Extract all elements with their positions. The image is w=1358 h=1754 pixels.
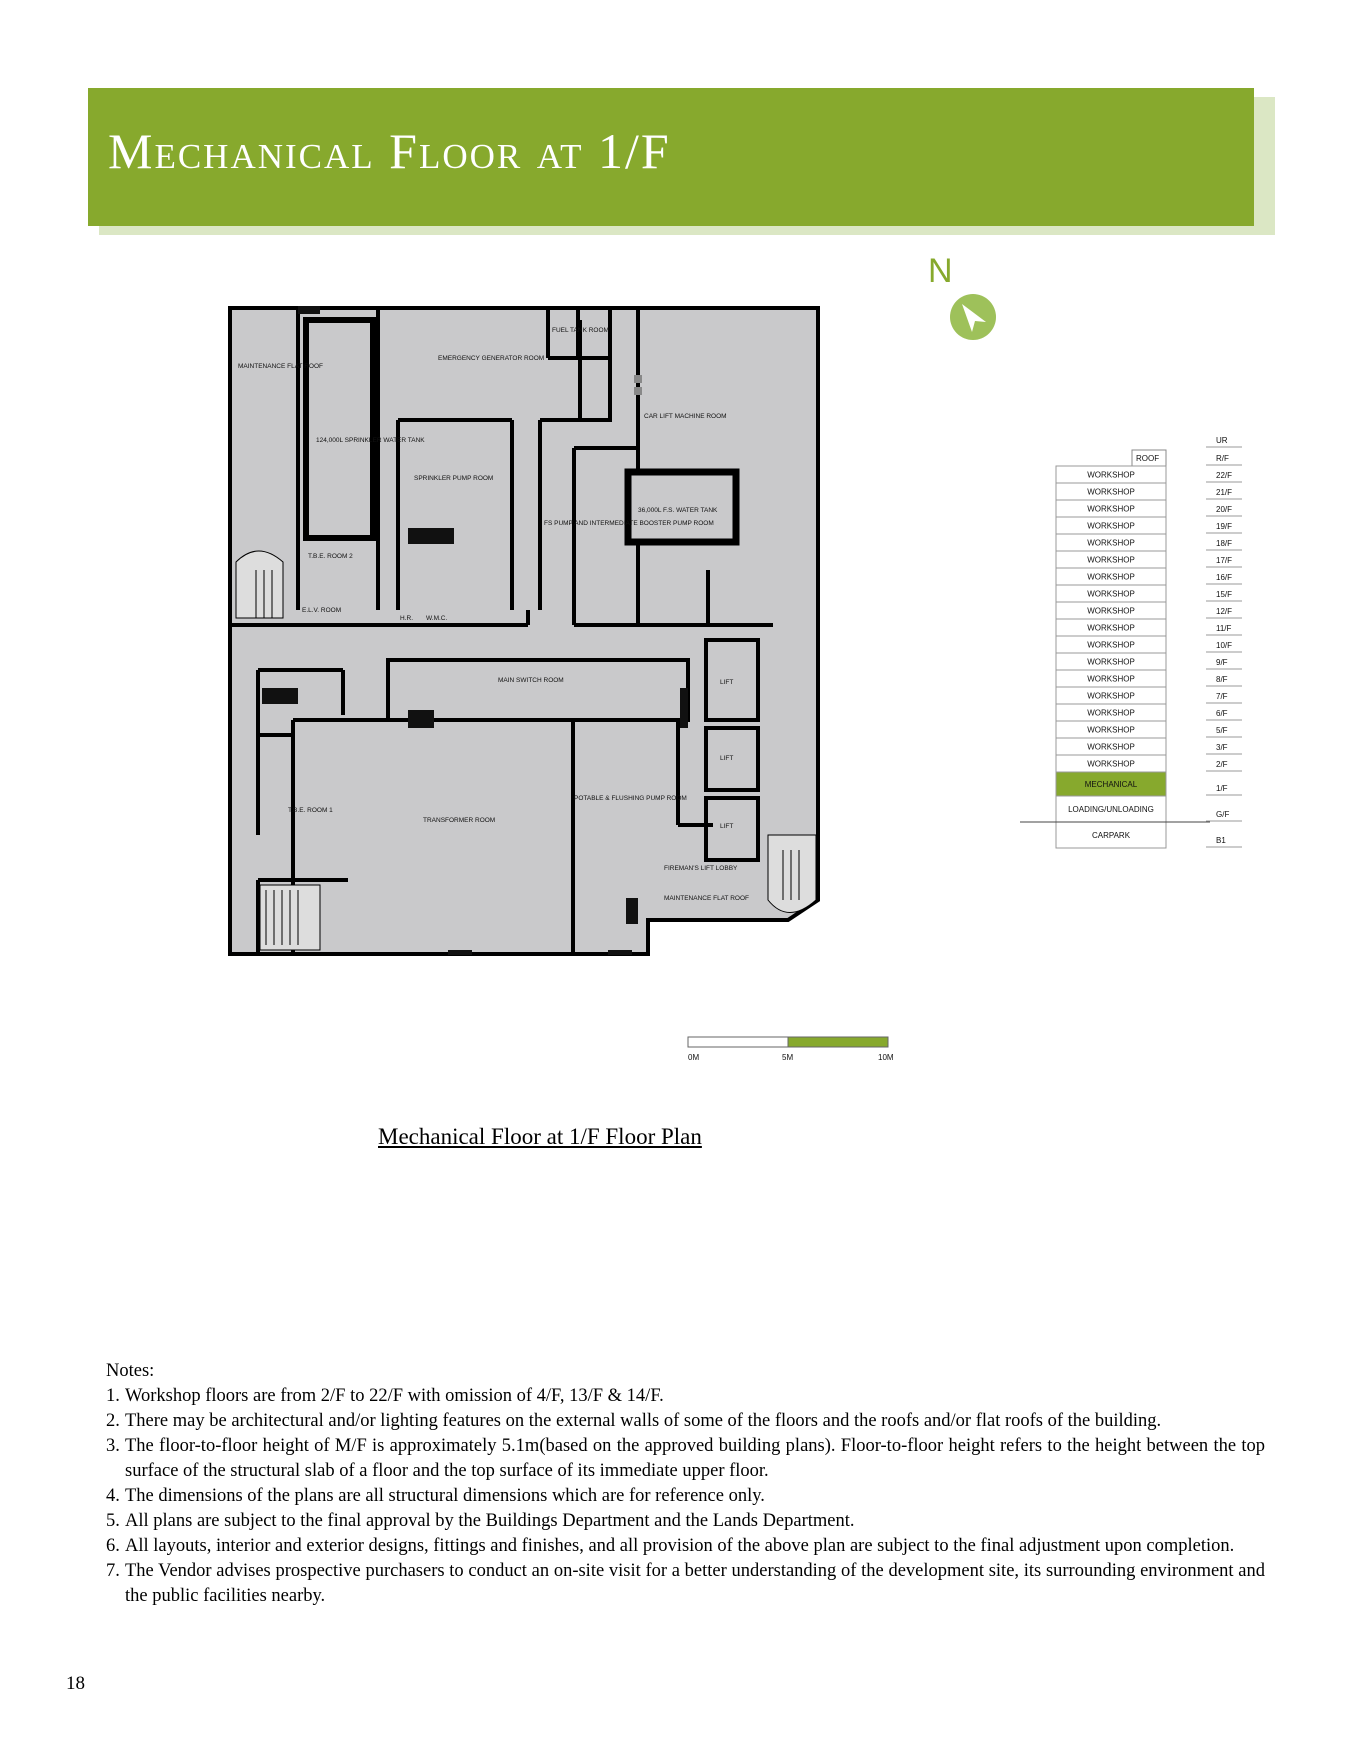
room-transformer: TRANSFORMER ROOM — [423, 817, 496, 824]
stack-level-label: 3/F — [1216, 743, 1228, 752]
note-text: The floor-to-floor height of M/F is approximately 5.1m(based on the approved building plans). Floor-to-floor height refers to the height between the top surface of the structural slab of a floor and the top surface of its immediate upper floor. — [125, 1436, 1265, 1481]
room-sprinkler-pump: SPRINKLER PUMP ROOM — [414, 475, 494, 482]
note-number: 5. — [106, 1511, 120, 1531]
note-number: 4. — [106, 1486, 120, 1506]
stack-level-label: B1 — [1216, 836, 1226, 845]
room-elv: E.L.V. ROOM — [302, 607, 342, 614]
room-emergency-generator: EMERGENCY GENERATOR ROOM — [438, 355, 545, 362]
notes-section — [106, 1359, 1265, 1609]
scale-fill — [788, 1037, 888, 1047]
stack-level-label: 18/F — [1216, 539, 1233, 548]
note-number: 7. — [106, 1561, 120, 1581]
scale-bar — [686, 1036, 906, 1066]
note-text: The dimensions of the plans are all structural dimensions which are for reference only. — [125, 1486, 765, 1506]
plan-caption: Mechanical Floor at 1/F Floor Plan — [378, 1124, 702, 1149]
stack-level-label: 5/F — [1216, 726, 1228, 735]
room-fuel-tank: FUEL TANK ROOM — [552, 327, 609, 334]
stack-level-label: 15/F — [1216, 590, 1233, 599]
note-item — [106, 1409, 1265, 1434]
note-text: All plans are subject to the final approval by the Buildings Department and the Lands Department. — [125, 1511, 855, 1531]
stack-row-label: CARPARK — [1091, 831, 1131, 840]
room-tbe-2: T.B.E. ROOM 2 — [308, 553, 353, 560]
stack-row-label: WORKSHOP — [1087, 640, 1135, 650]
stack-row-label: WORKSHOP — [1087, 606, 1135, 616]
note-text: The Vendor advises prospective purchasers to conduct an on-site visit for a better understanding of the development site, its surrounding environment and the public facilities nearby. — [125, 1561, 1265, 1606]
page-title: Mechanical Floor at 1/F — [108, 123, 671, 179]
room-main-switch: MAIN SWITCH ROOM — [498, 677, 564, 684]
note-item — [106, 1534, 1265, 1559]
stack-roof-label: ROOF — [1136, 454, 1160, 463]
note-number: 2. — [106, 1411, 120, 1431]
stack-level-label: 1/F — [1216, 784, 1228, 793]
stack-level-label: 21/F — [1216, 488, 1233, 497]
page-number: 18 — [66, 1673, 85, 1694]
stack-level-label: 17/F — [1216, 556, 1233, 565]
north-label: N — [928, 252, 953, 290]
room-fs-water-tank: 36,000L F.S. WATER TANK — [638, 507, 718, 514]
stack-row-label: WORKSHOP — [1087, 623, 1135, 633]
stacking-plan — [1020, 430, 1280, 870]
room-maintenance-flat-roof-1: MAINTENANCE FLAT ROOF — [238, 363, 323, 370]
stack-level-label: 10/F — [1216, 641, 1233, 650]
notes-title: Notes: — [106, 1361, 155, 1381]
room-hr: H.R. — [400, 615, 413, 622]
note-item — [106, 1434, 1265, 1484]
room-firemans-lobby: FIREMAN'S LIFT LOBBY — [664, 865, 738, 872]
note-text: All layouts, interior and exterior designs, fittings and finishes, and all provision of the above plan are subject to the final adjustment upon completion. — [125, 1536, 1235, 1556]
stack-row-label: WORKSHOP — [1087, 470, 1135, 480]
stack-level-label: 8/F — [1216, 675, 1228, 684]
stack-level-label: 20/F — [1216, 505, 1233, 514]
floor-plan — [228, 300, 828, 960]
stack-level-label: 7/F — [1216, 692, 1228, 701]
stack-row-label: WORKSHOP — [1087, 572, 1135, 582]
scale-label-10: 10M — [878, 1053, 894, 1062]
stack-level-label: 22/F — [1216, 471, 1233, 480]
room-fs-pump: FS PUMP AND INTERMEDIATE BOOSTER PUMP ROOM — [544, 520, 714, 527]
room-lift-l3: LIFT — [720, 679, 734, 686]
scale-label-0: 0M — [688, 1053, 700, 1062]
stack-row-label: WORKSHOP — [1087, 657, 1135, 667]
north-arrow-icon — [948, 292, 998, 342]
stack-row-label: WORKSHOP — [1087, 555, 1135, 565]
note-text: Workshop floors are from 2/F to 22/F with omission of 4/F, 13/F & 14/F. — [125, 1386, 664, 1406]
stack-row-label: WORKSHOP — [1087, 538, 1135, 548]
room-lift-l2: LIFT — [720, 755, 734, 762]
stack-row-label: WORKSHOP — [1087, 674, 1135, 684]
stack-level-label: 12/F — [1216, 607, 1233, 616]
stack-row-label: WORKSHOP — [1087, 487, 1135, 497]
note-item — [106, 1484, 1265, 1509]
room-potable-pump: POTABLE & FLUSHING PUMP ROOM — [574, 795, 687, 802]
stack-level-label: 9/F — [1216, 658, 1228, 667]
notes-list — [106, 1384, 1265, 1609]
room-sprinkler-tank: 124,000L SPRINKLER WATER TANK — [316, 437, 425, 444]
stack-level-label: 2/F — [1216, 760, 1228, 769]
stack-level-label: 16/F — [1216, 573, 1233, 582]
room-lift-l1: LIFT — [720, 823, 734, 830]
note-number: 3. — [106, 1436, 120, 1456]
stack-row-label: WORKSHOP — [1087, 521, 1135, 531]
room-car-lift-machine: CAR LIFT MACHINE ROOM — [644, 413, 727, 420]
note-item — [106, 1384, 1265, 1409]
stack-level-label: 11/F — [1216, 624, 1232, 633]
stack-row-label: LOADING/UNLOADING — [1068, 805, 1154, 814]
note-text: There may be architectural and/or lighting features on the external walls of some of the floors and the roofs and/or flat roofs of the building. — [125, 1411, 1162, 1431]
room-maintenance-flat-roof-2: MAINTENANCE FLAT ROOF — [664, 895, 749, 902]
stack-row-label: WORKSHOP — [1087, 708, 1135, 718]
stack-row-label: WORKSHOP — [1087, 725, 1135, 735]
stack-row-label: MECHANICAL — [1084, 780, 1138, 789]
note-number: 6. — [106, 1536, 120, 1556]
stack-level-label: G/F — [1216, 810, 1230, 819]
stack-row-label: WORKSHOP — [1087, 589, 1135, 599]
note-item — [106, 1509, 1265, 1534]
stack-level-label: R/F — [1216, 454, 1229, 463]
note-number: 1. — [106, 1386, 120, 1406]
stack-row-label: WORKSHOP — [1087, 504, 1135, 514]
note-item — [106, 1559, 1265, 1609]
scale-label-5: 5M — [782, 1053, 794, 1062]
room-wmc: W.M.C. — [426, 615, 448, 622]
stack-row-label: WORKSHOP — [1087, 759, 1135, 769]
stack-level-label: UR — [1216, 436, 1228, 445]
stack-level-label: 19/F — [1216, 522, 1233, 531]
stack-level-label: 6/F — [1216, 709, 1228, 718]
stack-row-label: WORKSHOP — [1087, 691, 1135, 701]
room-tbe-1: T.B.E. ROOM 1 — [288, 807, 333, 814]
stack-row-label: WORKSHOP — [1087, 742, 1135, 752]
